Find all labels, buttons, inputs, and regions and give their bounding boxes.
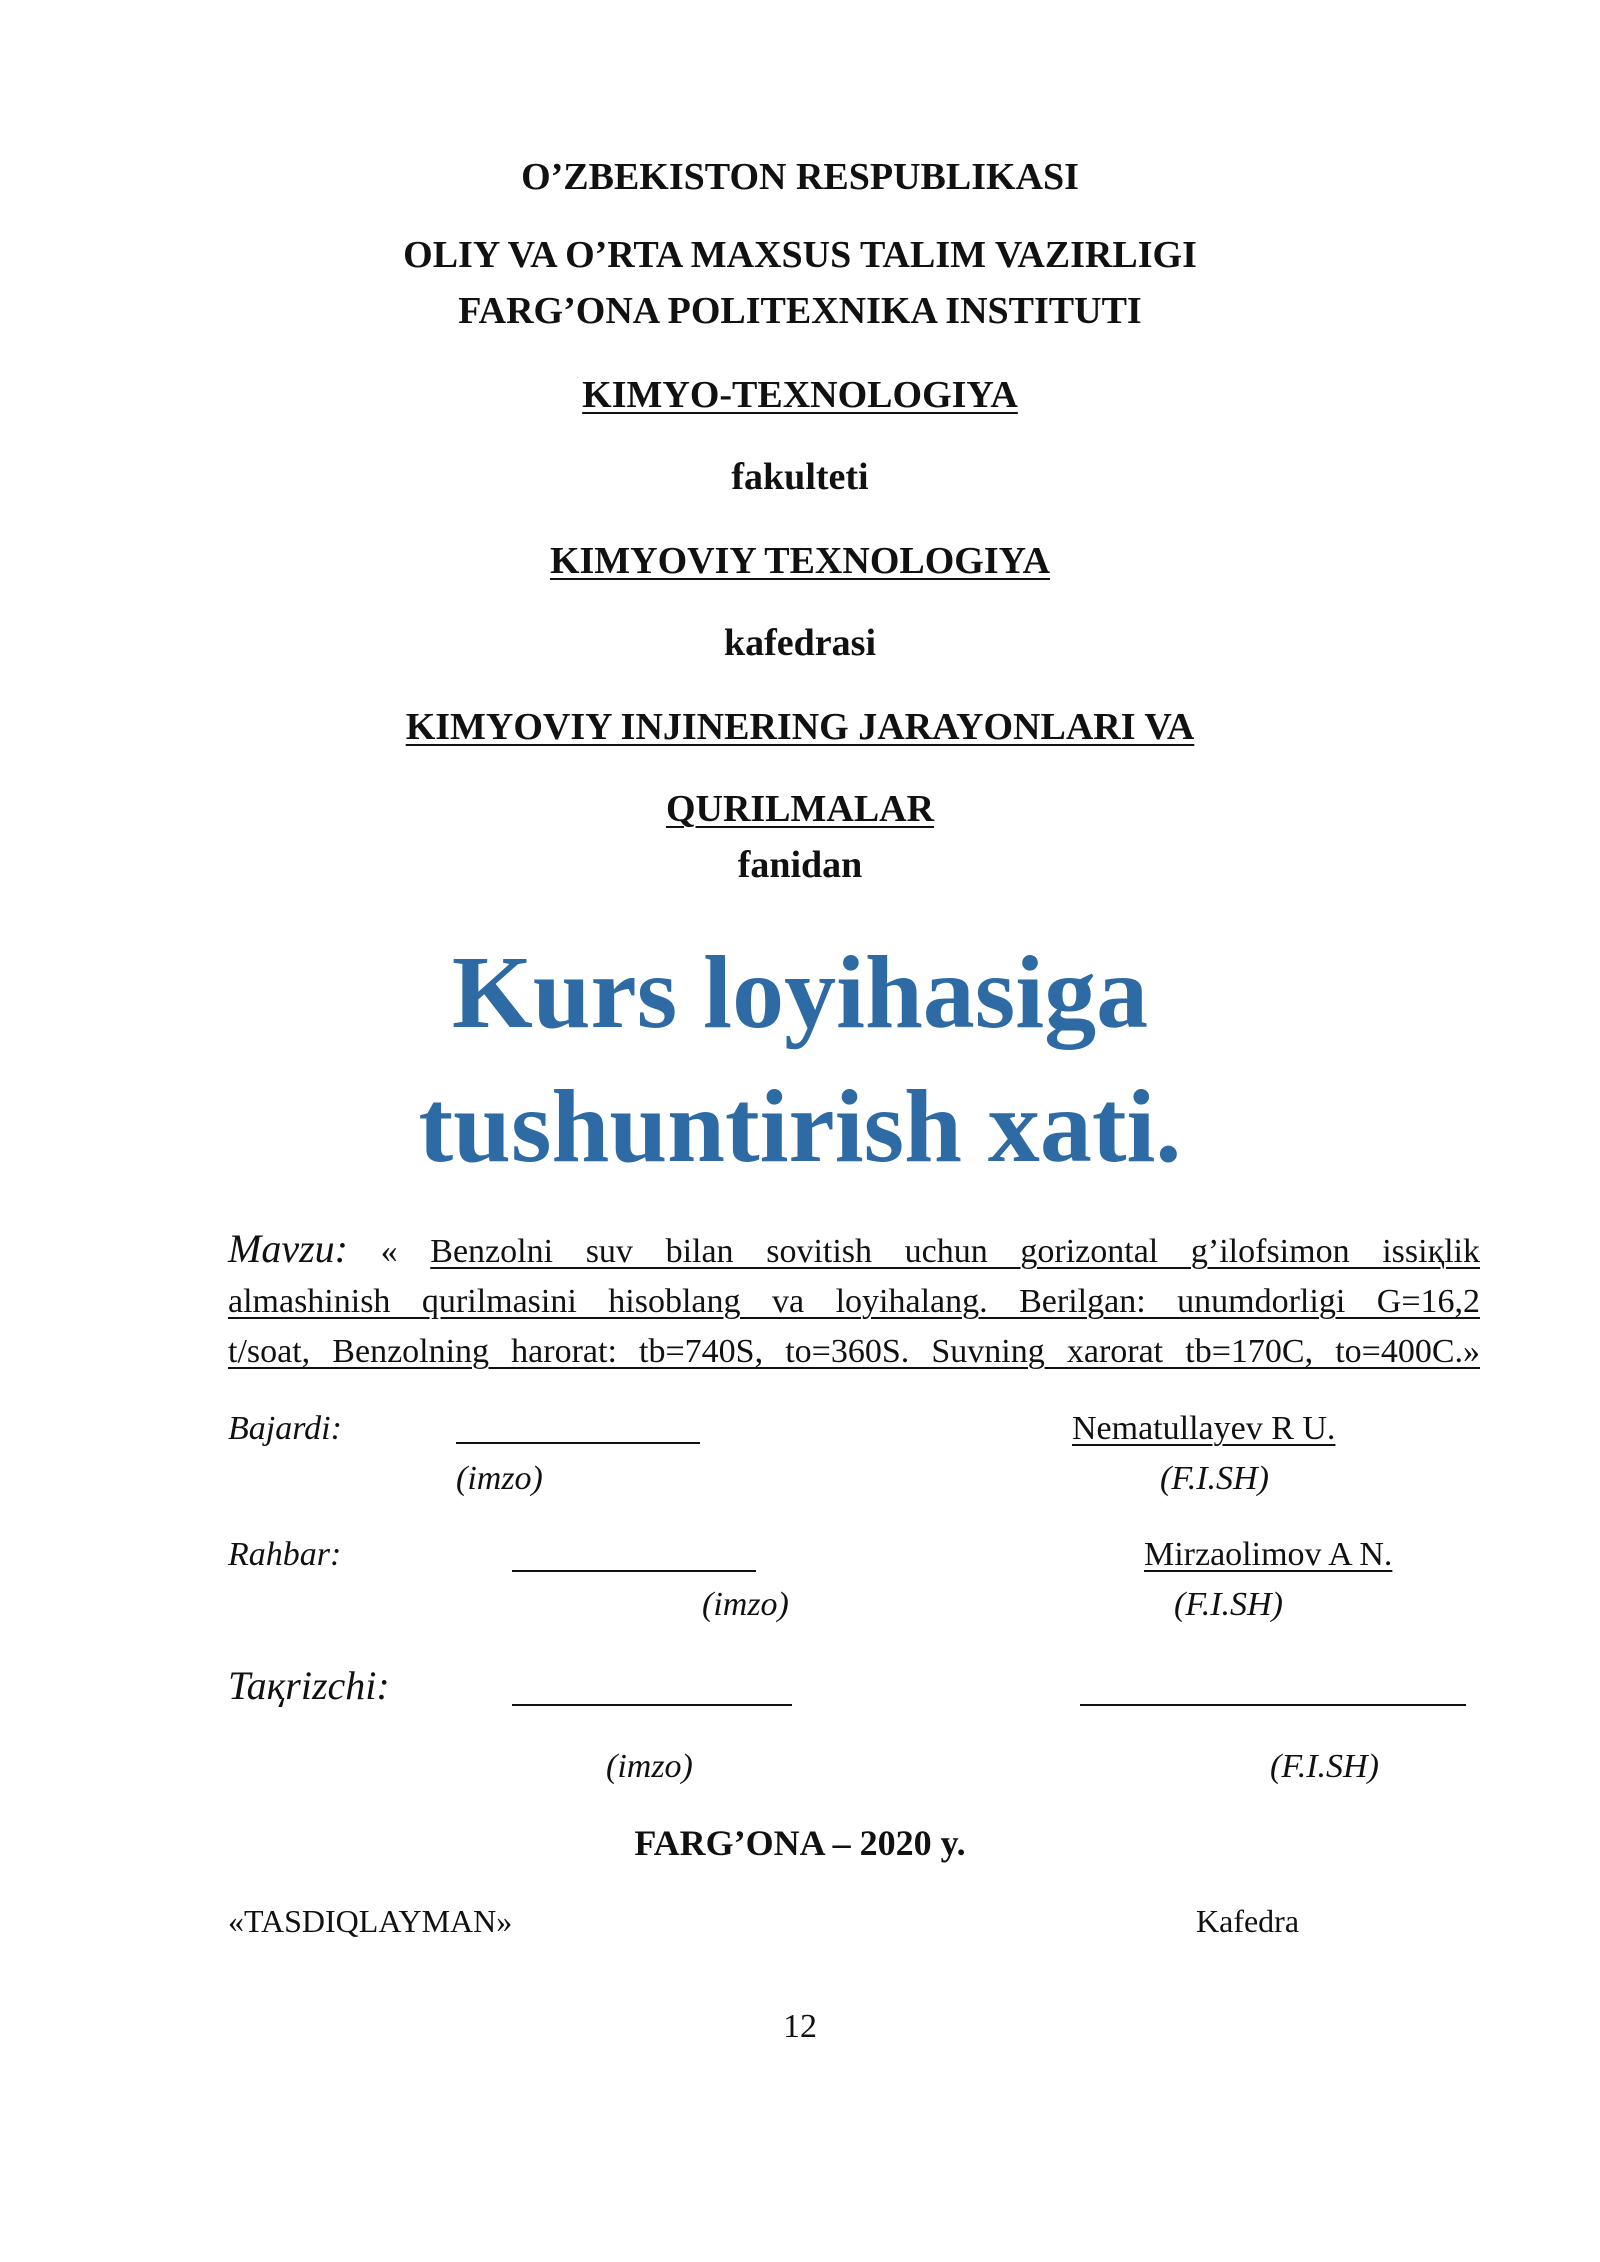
title-line-2: tushuntirish xati. [418, 1069, 1182, 1184]
department-name [0, 538, 1600, 584]
department-word: kafedrasi [724, 622, 876, 664]
topic-line-1 [228, 1224, 1480, 1277]
topic-text-1: Benzolni suv bilan sovitish uchun gorizontal g’ilofsimon issiқlik [430, 1233, 1480, 1270]
supervisor-signature-line [512, 1570, 756, 1572]
reviewer-label: Taқrizchi: [228, 1663, 390, 1708]
department-name-text: KIMYOVIY TEXNOLOGIYA [549, 540, 1051, 582]
faculty-word: fakulteti [731, 456, 869, 498]
city-year: FARG’ONA – 2020 y. [634, 1823, 966, 1863]
reviewer-signature-caption: (imzo) [606, 1748, 693, 1785]
republic-heading: O’ZBEKISTON RESPUBLIKASI [521, 156, 1079, 198]
title-line-1: Kurs loyihasiga [451, 935, 1149, 1050]
topic-open-quote: « [380, 1233, 398, 1270]
subject-line-2 [0, 786, 1600, 832]
performer-label: Bajardi: [228, 1410, 342, 1447]
topic-line-2: almashinish qurilmasini hisoblang va loyihalang. Berilgan: unumdorligi G=16,2 [228, 1283, 1480, 1320]
performer-signature-caption: (imzo) [456, 1460, 543, 1497]
ministry-heading: OLIY VA O’RTA MAXSUS TALIM VAZIRLIGI [403, 234, 1197, 276]
supervisor-label: Rahbar: [228, 1536, 342, 1573]
reviewer-name-caption: (F.I.SH) [1270, 1748, 1379, 1785]
performer-name: Nematullayev R U. [1072, 1410, 1336, 1447]
department-label: Kafedra [1196, 1903, 1300, 1939]
performer-name-caption: (F.I.SH) [1160, 1460, 1269, 1497]
reviewer-name-line [1080, 1704, 1466, 1706]
topic-label: Mavzu: [228, 1226, 348, 1271]
subject-word: fanidan [737, 844, 863, 886]
page-number: 12 [783, 2008, 817, 2045]
performer-signature-line [456, 1442, 700, 1444]
subject-line-1 [0, 704, 1600, 750]
supervisor-signature-caption: (imzo) [702, 1586, 789, 1623]
institute-heading: FARG’ONA POLITEXNIKA INSTITUTI [458, 290, 1142, 332]
subject-line-2-text: QURILMALAR [665, 788, 935, 830]
supervisor-name-caption: (F.I.SH) [1174, 1586, 1283, 1623]
subject-line-1-text: KIMYOVIY INJINERING JARAYONLARI VA [405, 706, 1195, 748]
reviewer-signature-line [512, 1704, 792, 1706]
topic-paragraph [228, 1224, 1480, 1377]
faculty-name [0, 372, 1600, 418]
approve-label: «TASDIQLAYMAN» [228, 1903, 513, 1939]
faculty-name-text: KIMYO-TEXNOLOGIYA [582, 374, 1018, 416]
topic-line-3: t/soat, Benzolning harorat: tb=740S, to=360S. Suvning xarorat tb=170C, to=400C.» [228, 1333, 1480, 1370]
supervisor-name: Mirzaolimov A N. [1144, 1536, 1393, 1573]
